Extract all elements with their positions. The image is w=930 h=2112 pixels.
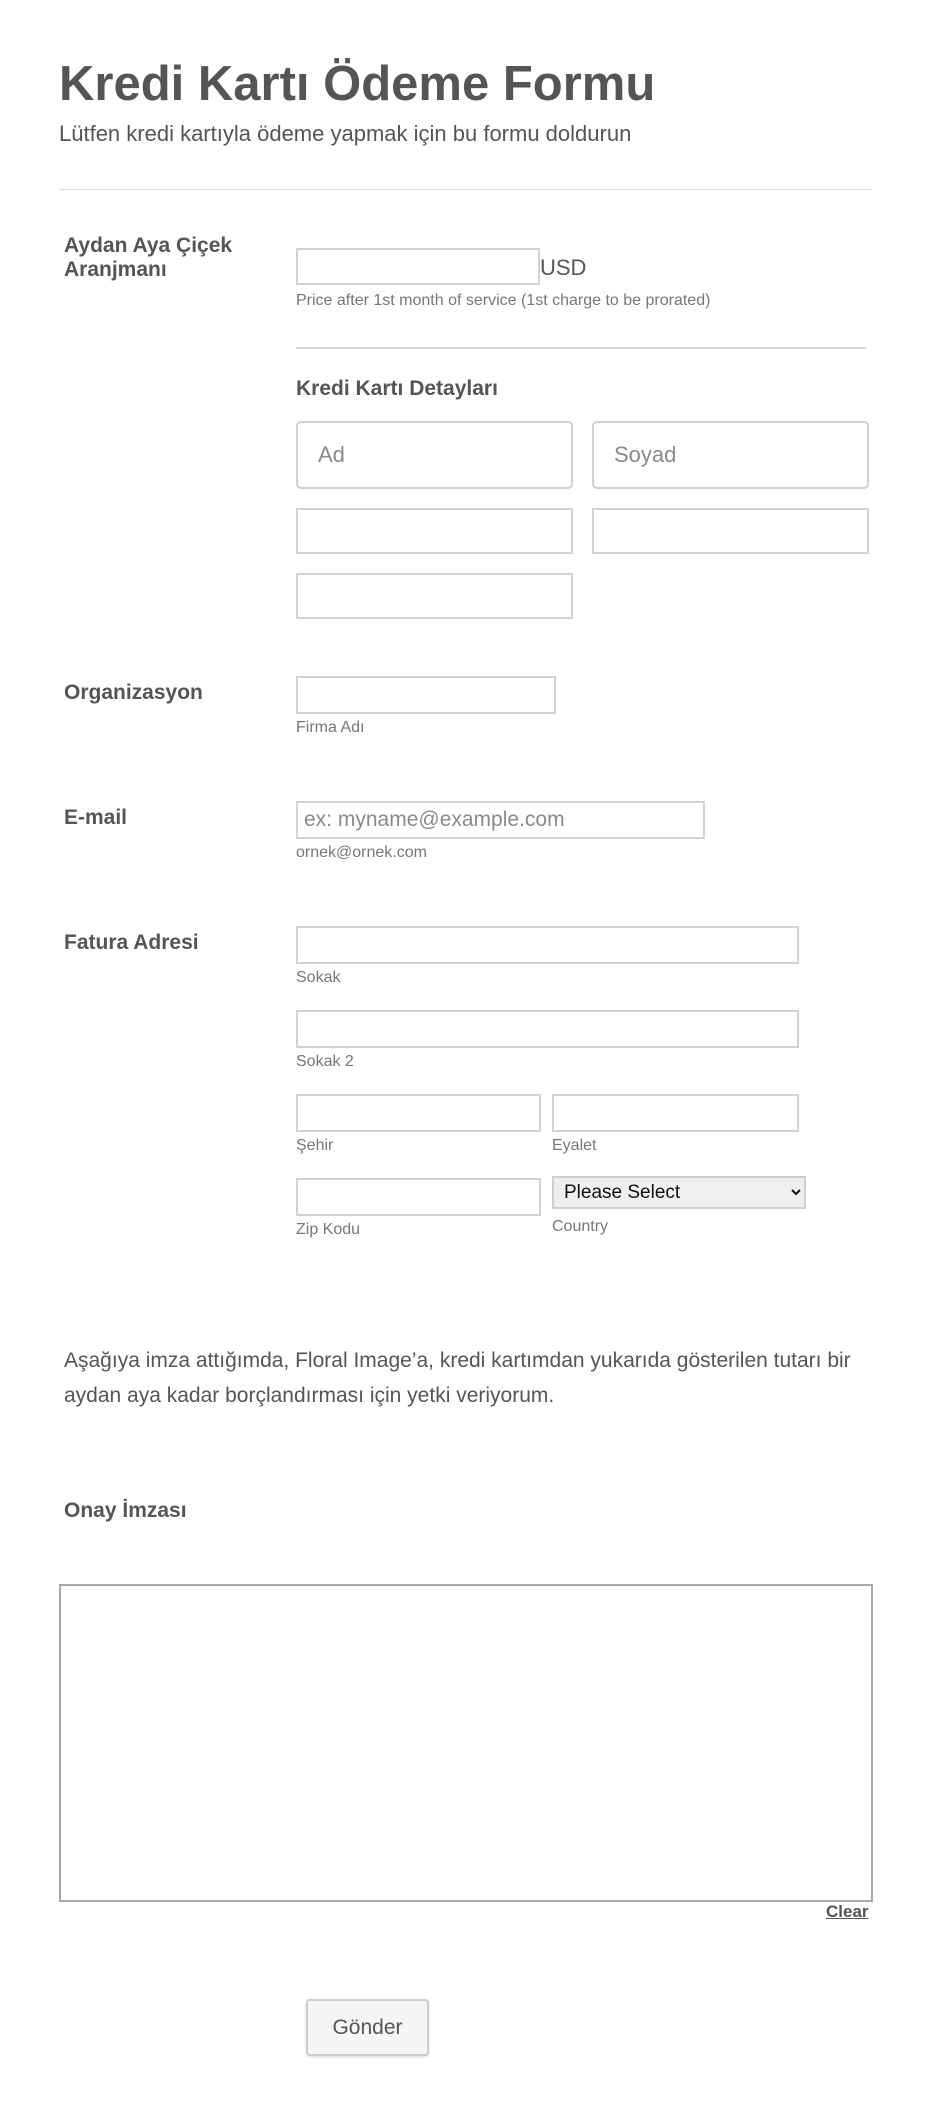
product-label: Aydan Aya Çiçek Aranjmanı <box>64 234 233 281</box>
street2-input[interactable] <box>296 1010 799 1048</box>
organization-label: Organizasyon <box>64 681 203 704</box>
state-input[interactable] <box>552 1094 799 1132</box>
email-sublabel: ornek@ornek.com <box>296 844 427 861</box>
currency-label: USD <box>540 255 587 280</box>
street-sublabel: Sokak <box>296 969 341 986</box>
submit-button[interactable]: Gönder <box>306 1999 429 2056</box>
card-cvv-input[interactable] <box>592 508 869 554</box>
header-divider <box>59 189 872 190</box>
state-sublabel: Eyalet <box>552 1137 597 1154</box>
amount-input[interactable] <box>296 248 540 285</box>
street2-sublabel: Sokak 2 <box>296 1053 354 1070</box>
amount-note: Price after 1st month of service (1st charge to be prorated) <box>296 292 711 309</box>
last-name-input[interactable] <box>592 421 869 489</box>
clear-signature-link[interactable]: Clear <box>826 1902 869 1921</box>
signature-pad[interactable] <box>59 1584 873 1902</box>
country-sublabel: Country <box>552 1218 609 1235</box>
card-section-divider <box>296 347 866 349</box>
card-expiry-input[interactable] <box>296 573 573 619</box>
billing-address-label: Fatura Adresi <box>64 931 199 954</box>
first-name-input[interactable] <box>296 421 573 489</box>
zip-input[interactable] <box>296 1178 541 1216</box>
card-details-heading: Kredi Kartı Detayları <box>296 377 498 400</box>
card-number-input[interactable] <box>296 508 573 554</box>
organization-sublabel: Firma Adı <box>296 719 365 736</box>
city-input[interactable] <box>296 1094 541 1132</box>
signature-label: Onay İmzası <box>64 1499 187 1522</box>
organization-input[interactable] <box>296 676 556 714</box>
zip-sublabel: Zip Kodu <box>296 1221 361 1238</box>
email-label: E-mail <box>64 806 128 829</box>
consent-text: Aşağıya imza attığımda, Floral Image’a, kredi kartımdan yukarıda gösterilen tutarı bir aydan aya kadar borçlandırması için yetki veriyorum. <box>64 1349 851 1407</box>
page-title: Kredi Kartı Ödeme Formu <box>59 57 656 111</box>
page-subtitle: Lütfen kredi kartıyla ödeme yapmak için bu formu doldurun <box>59 121 632 146</box>
email-input[interactable] <box>296 801 705 839</box>
country-select[interactable] <box>552 1176 806 1209</box>
city-sublabel: Şehir <box>296 1137 334 1154</box>
street-input[interactable] <box>296 926 799 964</box>
